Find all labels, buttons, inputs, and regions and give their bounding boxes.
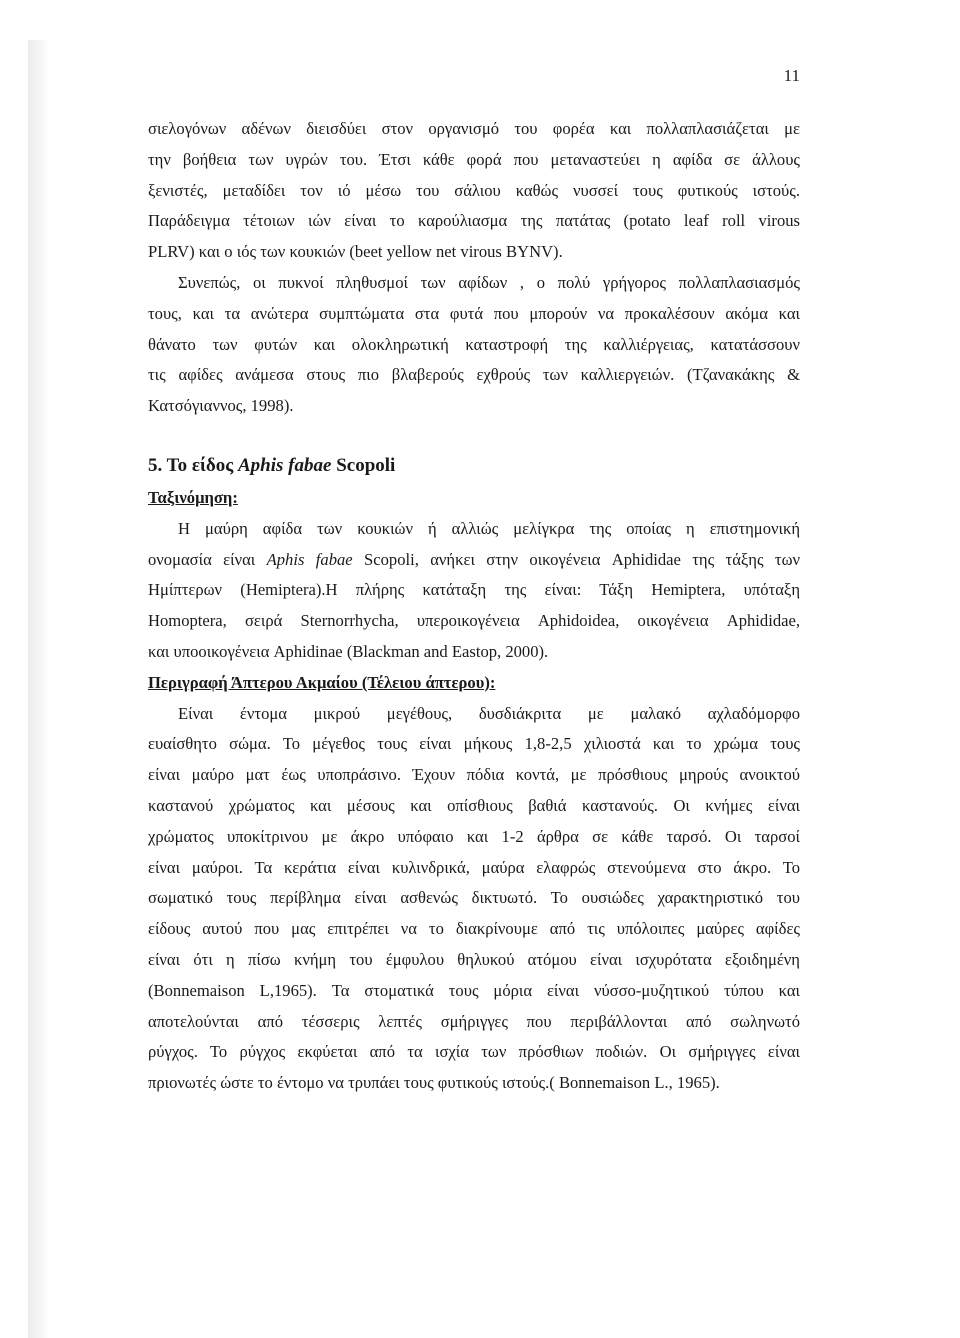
text-fragment: ονομασία είναι bbox=[148, 549, 267, 569]
text-line: καστανού χρώματος και μέσους και οπίσθιους βαθιά καστανούς. Οι κνήμες είναι bbox=[148, 795, 800, 815]
text-fragment: Scopoli, ανήκει στην οικογένεια Aphididae της τάξης των bbox=[352, 549, 800, 569]
text-line: και υποοικογένεια Aphidinae (Blackman and Eastop, 2000). bbox=[148, 641, 549, 661]
text-line: Homoptera, σειρά Sternorrhycha, υπεροικογένεια Aphidoidea, οικογένεια Aphididae, bbox=[148, 611, 800, 631]
species-name: Aphis fabae bbox=[238, 454, 332, 476]
text-line: PLRV) και ο ιός των κουκιών (beet yellow net virous BYNV). bbox=[148, 242, 563, 262]
section-heading bbox=[148, 449, 800, 483]
text-line: πριονωτές ώστε το έντομο να τρυπάει τους φυτικούς ιστούς.( Bonnemaison L., 1965). bbox=[148, 1073, 720, 1093]
species-name-inline: Aphis fabae bbox=[266, 549, 353, 569]
taxonomy-paragraph bbox=[148, 514, 800, 668]
species-author: Scopoli bbox=[331, 454, 396, 476]
text-line: (Bonnemaison L,1965). Τα στοματικά τους μόρια είναι νύσσο-μυζητικού τύπου και bbox=[148, 980, 800, 1000]
text-line: σωματικό τους περίβλημα είναι ασθενώς δικτυωτό. Το ουσιώδες χαρακτηριστικό του bbox=[148, 888, 800, 908]
description-paragraph bbox=[148, 699, 800, 1099]
text-line: ρύγχος. Το ρύγχος εκφύεται από τα ισχία των πρόσθιων ποδιών. Οι σμήριγγες είναι bbox=[148, 1042, 800, 1062]
text-line: την βοήθεια των υγρών του. Έτσι κάθε φορά που μεταναστεύει η αφίδα σε άλλους bbox=[148, 149, 800, 169]
section-heading-prefix: 5. Το είδος bbox=[148, 454, 238, 476]
text-line: ευαίσθητο σώμα. Το μέγεθος τους είναι μήκους 1,8-2,5 χιλιοστά και το χρώμα τους bbox=[148, 734, 800, 754]
text-line: σιελογόνων αδένων διεισδύει στον οργανισμό του φορέα και πολλαπλασιάζεται με bbox=[148, 119, 800, 138]
intro-paragraph bbox=[148, 114, 800, 268]
description-heading: Περιγραφή Άπτερου Ακμαίου (Τέλειου άπτερου): bbox=[148, 672, 496, 692]
description-heading-row bbox=[148, 668, 800, 699]
text-line: Συνεπώς, οι πυκνοί πληθυσμοί των αφίδων , ο πολύ γρήγορος πολλαπλασιασμός bbox=[178, 272, 800, 292]
text-line: είναι μαύροι. Τα κεράτια είναι κυλινδρικά, μαύρα ελαφρώς στενούμενα στο άκρο. Το bbox=[148, 857, 800, 877]
text-line: Η μαύρη αφίδα των κουκιών ή αλλιώς μελίγκρα της οποίας η επιστημονική bbox=[178, 518, 800, 538]
text-line: Παράδειγμα τέτοιων ιών είναι το καρούλιασμα της πατάτας (potato leaf roll virous bbox=[148, 211, 800, 231]
text-line: τους, και τα ανώτερα συμπτώματα στα φυτά που μπορούν να προκαλέσουν ακόμα και bbox=[148, 303, 800, 323]
taxonomy-heading: Ταξινόμηση: bbox=[148, 487, 238, 507]
text-line: είδους αυτού που μας επιτρέπει να το διακρίνουμε από τις υπόλοιπες μαύρες αφίδες bbox=[148, 919, 800, 939]
taxonomy-heading-row bbox=[148, 483, 800, 514]
text-line: Κατσόγιαννος, 1998). bbox=[148, 396, 294, 416]
text-line: χρώματος υποκίτρινου με άκρο υπόφαιο και 1-2 άρθρα σε κάθε ταρσό. Οι ταρσοί bbox=[148, 826, 800, 846]
text-line: θάνατο των φυτών και ολοκληρωτική καταστροφή της καλλιέργειας, κατατάσσουν bbox=[148, 334, 800, 354]
text-line: Είναι έντομα μικρού μεγέθους, δυσδιάκριτα με μαλακό αχλαδόμορφο bbox=[178, 703, 800, 723]
text-line: είναι μαύρο ματ έως υποπράσινο. Έχουν πόδια κοντά, με πρόσθιους μηρούς ανοικτού bbox=[148, 765, 800, 785]
text-line: ξενιστές, μεταδίδει τον ιό μέσω του σάλιου καθώς νυσσεί τους φυτικούς ιστούς. bbox=[148, 180, 800, 200]
text-line: είναι ότι η πίσω κνήμη του έμφυλου θηλυκού ατόμου είναι ισχυρότατα εξοιδημένη bbox=[148, 949, 800, 969]
spacer bbox=[148, 422, 800, 449]
text-line: αποτελούνται από τέσσερις λεπτές σμήριγγες που περιβάλλονται από σωληνωτό bbox=[148, 1011, 800, 1031]
text-line: Ημίπτερων (Hemiptera).Η πλήρης κατάταξη της είναι: Τάξη Hemiptera, υπόταξη bbox=[148, 580, 800, 600]
paragraph-consequences bbox=[148, 268, 800, 422]
document-body bbox=[148, 114, 800, 1099]
text-line bbox=[148, 545, 800, 576]
text-line: τις αφίδες ανάμεσα στους πιο βλαβερούς εχθρούς των καλλιεργειών. (Τζανακάκης & bbox=[148, 365, 800, 385]
page-number: 11 bbox=[783, 66, 800, 85]
scan-edge-shadow bbox=[28, 40, 50, 1338]
